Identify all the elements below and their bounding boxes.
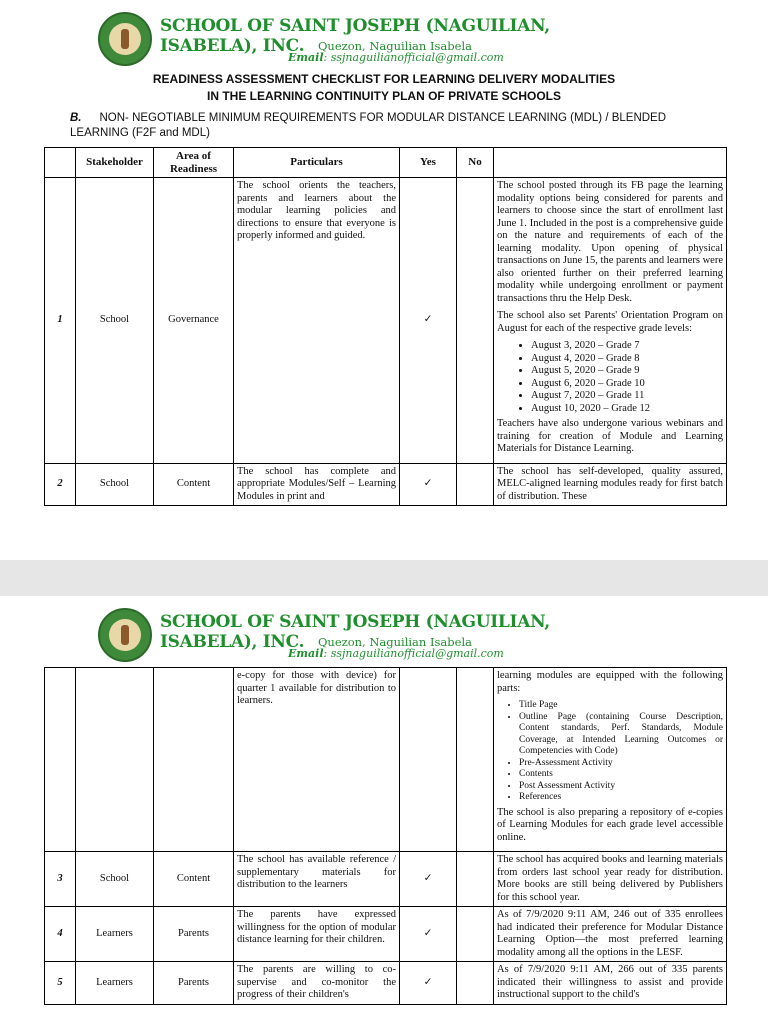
table-row [45, 463, 727, 506]
page-header [0, 596, 768, 666]
list-item: • References [519, 792, 723, 804]
row-particulars: The school orients the teachers, parents and learners about the modular learning policies and directions to ensure that everyone is properly informed and guided. [234, 178, 400, 464]
checklist-table [44, 147, 727, 506]
no-cell [457, 178, 494, 464]
yes-check: ✓ [400, 907, 457, 962]
section-text: NON- NEGOTIABLE MINIMUM REQUIREMENTS FOR MODULAR DISTANCE LEARNING (MDL) / BLENDED LEARNING (F2F and MDL) [70, 112, 667, 139]
header-particulars: Particulars [234, 148, 400, 178]
school-address: Quezon, Naguilian Isabela [318, 39, 472, 53]
row-particulars: The parents have expressed willingness for the option of modular distance learning for their children. [234, 907, 400, 962]
row-remarks [494, 668, 727, 852]
yes-check: ✓ [400, 962, 457, 1005]
document-page-2 [0, 596, 768, 1024]
list-item: • August 3, 2020 – Grade 7 [531, 340, 723, 353]
school-email [288, 51, 504, 64]
table-row [45, 852, 727, 907]
row-remarks [494, 178, 727, 464]
document-title-line-1: READINESS ASSESSMENT CHECKLIST FOR LEARNING DELIVERY MODALITIES [152, 72, 616, 86]
row-stakeholder: School [76, 178, 154, 464]
remarks-paragraph: The school also set Parents' Orientation Program on August for each of the respective grade levels: [497, 310, 723, 334]
yes-cell [400, 668, 457, 852]
school-address: Quezon, Naguilian Isabela [318, 635, 472, 649]
no-cell [457, 852, 494, 907]
row-remarks: The school has self-developed, quality assured, MELC-aligned learning modules ready for first batch of distribution. These [494, 463, 727, 506]
row-stakeholder: Learners [76, 962, 154, 1005]
table-header-row [45, 148, 727, 178]
row-remarks: As of 7/9/2020 9:11 AM, 246 out of 335 enrollees had indicated their preference for Modular Distance Learning Option—the most preferred learning modality among all the options in the LESF. [494, 907, 727, 962]
row-remarks: The school has acquired books and learning materials from orders last school year ready for distribution. More books are still being delivered by Publishers for this school year. [494, 852, 727, 907]
list-item: • Outline Page (containing Course Description, Content standards, Perf. Standards, Module Coverage, at Intended Learning Outcomes or Competencies with Code) [519, 712, 723, 758]
list-item: • August 7, 2020 – Grade 11 [531, 390, 723, 403]
header-stakeholder: Stakeholder [76, 148, 154, 178]
page-gap [0, 560, 768, 596]
header-yes: Yes [400, 148, 457, 178]
no-cell [457, 907, 494, 962]
school-seal-logo [98, 12, 152, 66]
list-item: • Post Assessment Activity [519, 781, 723, 793]
row-particulars: The school has available reference / supplementary materials for distribution to the learners [234, 852, 400, 907]
row-area: Parents [154, 962, 234, 1005]
no-cell [457, 463, 494, 506]
checklist-table-continued [44, 667, 727, 1005]
list-item: • Title Page [519, 700, 723, 712]
document-title-line-2: IN THE LEARNING CONTINUITY PLAN OF PRIVATE SCHOOLS [206, 89, 561, 103]
table-row [45, 668, 727, 852]
header-no: No [457, 148, 494, 178]
yes-check: ✓ [400, 463, 457, 506]
no-cell [457, 962, 494, 1005]
remarks-paragraph: learning modules are equipped with the following parts: [497, 670, 723, 694]
section-letter: B. [70, 112, 82, 124]
row-stakeholder: Learners [76, 907, 154, 962]
list-item: • August 6, 2020 – Grade 10 [531, 378, 723, 391]
row-area: Parents [154, 907, 234, 962]
email-value: : ssjnaguilianofficial@gmail.com [323, 647, 504, 660]
row-area: Content [154, 463, 234, 506]
email-label: Email [288, 51, 324, 64]
page-header [0, 0, 768, 70]
table-row [45, 962, 727, 1005]
header-area: Area of Readiness [154, 148, 234, 178]
remarks-paragraph: The school posted through its FB page the learning modality options being considered for parents and learners to choose since the start of enrollment last June 1. Included in the post is a comprehensive guide on the nature and requirements of each of the learning modality. Upon opening of physical transactions on June 15, the parents and learners were also oriented further on their preferred learning modality while undergoing enrollment or payment transactions thru the Help Desk. [497, 180, 723, 304]
list-item: • August 10, 2020 – Grade 12 [531, 403, 723, 416]
header-num [45, 148, 76, 178]
table-row [45, 178, 727, 464]
list-item: • August 4, 2020 – Grade 8 [531, 353, 723, 366]
row-area: Content [154, 852, 234, 907]
row-stakeholder [76, 668, 154, 852]
list-item: • Pre-Assessment Activity [519, 758, 723, 770]
school-name: SCHOOL OF SAINT JOSEPH (NAGUILIAN, ISABELA), INC. [160, 612, 550, 652]
list-item: • August 5, 2020 – Grade 9 [531, 365, 723, 378]
row-particulars: e-copy for those with device) for quarter 1 available for distribution to learners. [234, 668, 400, 852]
no-cell [457, 668, 494, 852]
row-stakeholder: School [76, 852, 154, 907]
row-number: 3 [45, 852, 76, 907]
row-stakeholder: School [76, 463, 154, 506]
school-seal-logo [98, 608, 152, 662]
email-value: : ssjnaguilianofficial@gmail.com [323, 51, 504, 64]
yes-check: ✓ [400, 178, 457, 464]
yes-check: ✓ [400, 852, 457, 907]
row-area: Governance [154, 178, 234, 464]
row-number [45, 668, 76, 852]
section-heading [70, 111, 710, 141]
row-area [154, 668, 234, 852]
email-label: Email [288, 647, 324, 660]
row-number: 2 [45, 463, 76, 506]
module-parts-list [497, 700, 723, 804]
school-name: SCHOOL OF SAINT JOSEPH (NAGUILIAN, ISABELA), INC. [160, 16, 550, 56]
table-row [45, 907, 727, 962]
school-email [288, 647, 504, 660]
row-number: 4 [45, 907, 76, 962]
remarks-paragraph: Teachers have also undergone various webinars and training for creation of Module and Learning Materials for Distance Learning. [497, 418, 723, 454]
header-remarks [494, 148, 727, 178]
row-number: 5 [45, 962, 76, 1005]
remarks-paragraph: The school is also preparing a repository of e-copies of Learning Modules for each grade level accessible online. [497, 806, 723, 843]
row-number: 1 [45, 178, 76, 464]
row-remarks: As of 7/9/2020 9:11 AM, 266 out of 335 parents indicated their willingness to assist and provide instructional support to the child's [494, 962, 727, 1005]
list-item: • Contents [519, 769, 723, 781]
row-particulars: The parents are willing to co-supervise and co-monitor the progress of their children's [234, 962, 400, 1005]
row-particulars: The school has complete and appropriate Modules/Self – Learning Modules in print and [234, 463, 400, 506]
orientation-dates-list [497, 340, 723, 415]
